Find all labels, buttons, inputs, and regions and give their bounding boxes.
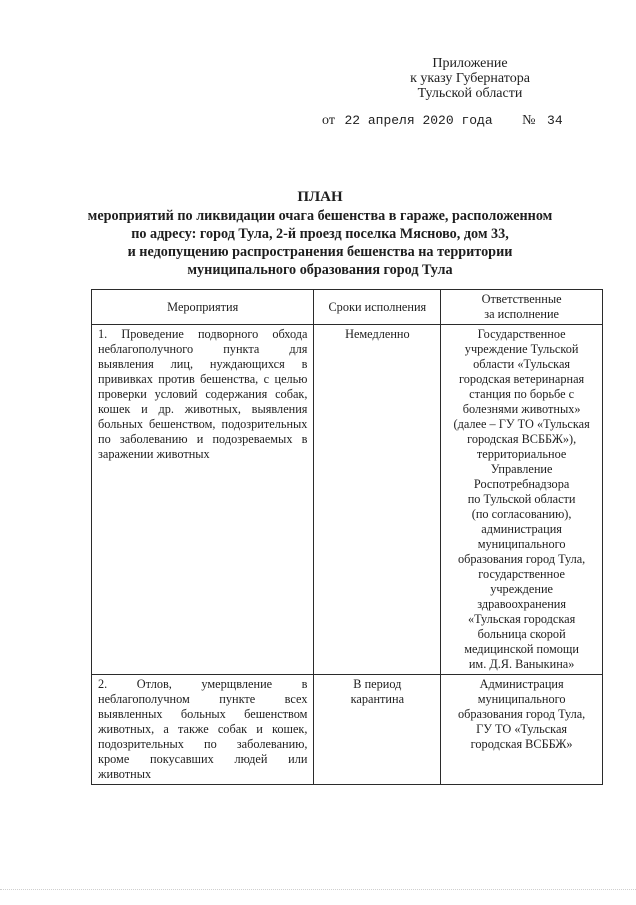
appendix-block [380,56,560,101]
table-row [92,325,603,675]
plan-table [91,289,603,785]
responsible-line: области «Тульская [473,357,571,371]
responsible-line: городская ВСББЖ»), [467,432,577,446]
table-row [92,675,603,785]
responsible-cell [441,675,603,785]
responsible-line: учреждение [490,582,553,596]
responsible-line: территориальное [476,447,567,461]
responsible-line: образования город Тула, [457,552,586,566]
document-title: ПЛАН [297,189,343,205]
subtitle-line: по адресу: город Тула, 2-й проезд поселка Мясново, дом 33, [131,226,509,242]
header-deadlines: Сроки исполнения [314,290,441,325]
appendix-line: к указу Губернатора [410,71,530,86]
header-responsible-line: Ответственные [481,292,562,306]
subtitle-line: муниципального образования город Тула [187,262,453,278]
deadline-cell [314,325,441,675]
responsible-line: станция по борьбе с [469,387,575,401]
responsible-line: Управление [490,462,553,476]
responsible-line: городская ветеринарная [459,372,585,386]
decree-date-prefix: от [322,113,335,128]
deadline-cell [314,675,441,785]
responsible-line: больница скорой [477,627,566,641]
header-measures: Мероприятия [92,290,314,325]
responsible-line: государственное [478,567,565,581]
header-responsible [441,290,603,325]
scan-edge-line [0,889,636,891]
deadline-line: Немедленно [345,327,410,341]
responsible-line: (далее – ГУ ТО «Тульская [453,417,590,431]
responsible-line: ГУ ТО «Тульская [476,722,568,736]
decree-number-sign: № [522,113,536,128]
responsible-line: им. Д.Я. Ваныкина» [468,657,575,671]
responsible-line: здравоохранения [477,597,567,611]
deadline-line: В период [353,677,402,691]
decree-number: 34 [547,113,563,128]
responsible-line: муниципального [477,692,566,706]
responsible-line: Администрация [479,677,564,691]
appendix-line: Тульской области [417,86,523,101]
responsible-line: болезнями животных» [462,402,581,416]
subtitle-line: и недопущению распространения бешенства на территории [127,244,513,260]
table-header-row [92,290,603,325]
header-responsible-line: за исполнение [484,307,560,321]
responsible-line: муниципального [477,537,566,551]
decree-dateline [322,113,563,129]
measure-cell: 1. Проведение подворного обхода неблагополучного пункта для выявления лиц, нуждающихся в прививках против бешенства, с целью проверки условий содержания собак, кошек и др. животных, выявления больных бешенством, подозрительных по заболеванию и подозреваемых в заражении животных [92,325,314,675]
deadline-line: карантина [350,692,405,706]
responsible-line: учреждение Тульской [464,342,579,356]
measure-cell: 2. Отлов, умерщвление в неблагополучном пункте всех выявленных больных бешенством животных, а также собак и кошек, подозрительных по заболеванию, кроме покусавших людей или животных [92,675,314,785]
responsible-line: медицинской помощи [464,642,579,656]
responsible-line: городская ВСББЖ» [470,737,573,751]
responsible-cell [441,325,603,675]
subtitle-line: мероприятий по ликвидации очага бешенства в гараже, расположенном [87,208,553,224]
responsible-line: Государственное [477,327,566,341]
document-subtitle [60,207,580,279]
responsible-line: по Тульской области [467,492,576,506]
responsible-line: образования город Тула, [457,707,586,721]
appendix-line: Приложение [432,56,508,71]
responsible-line: (по согласованию), [471,507,572,521]
responsible-line: Роспотребнадзора [473,477,570,491]
responsible-line: «Тульская городская [467,612,576,626]
decree-date: 22 апреля 2020 года [344,113,493,128]
responsible-line: администрация [481,522,562,536]
